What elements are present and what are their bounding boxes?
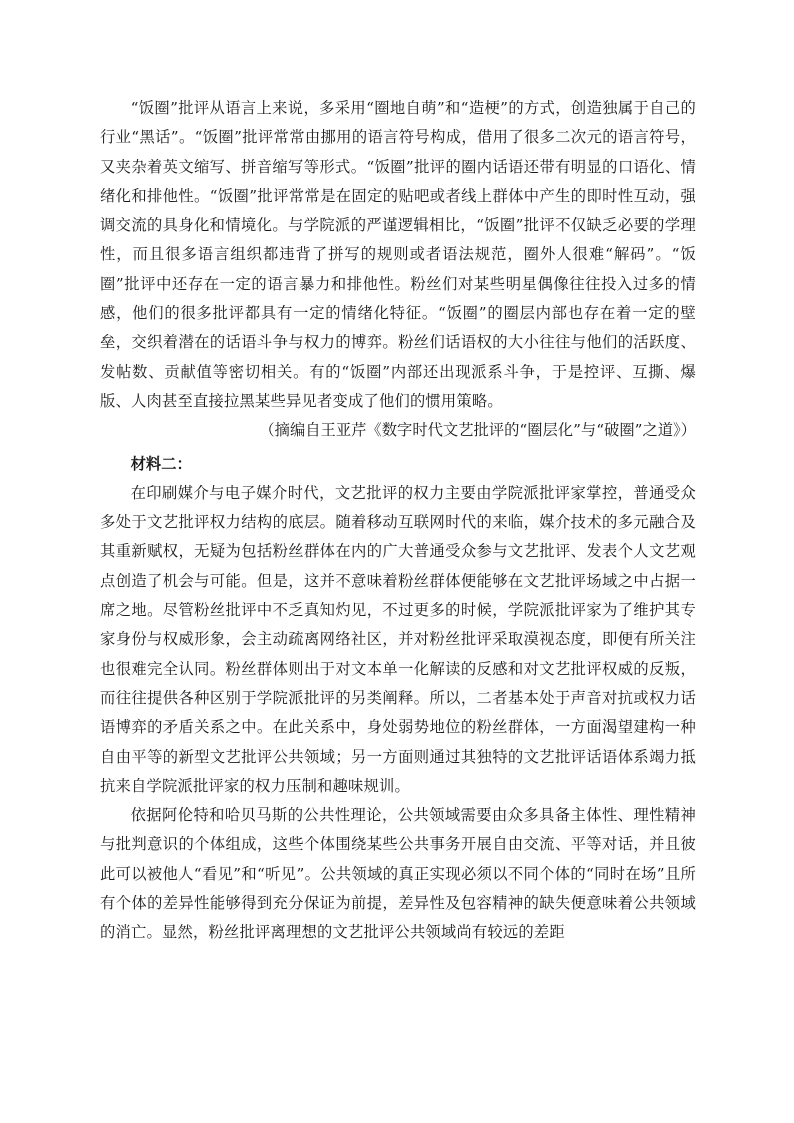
source-citation: （摘编自王亚芹《数字时代文艺批评的“圈层化”与“破圈”之道》）: [259, 421, 696, 440]
document-body: [100, 94, 696, 948]
paragraph-criticism-power: 在印刷媒介与电子媒介时代，文艺批评的权力主要由学院派批评家掌控，普通受众多处于文艺批评权力结构的底层。随着移动互联网时代的来临，媒介技术的多元融合及其重新赋权，无疑为包括粉丝群体在内的广大普通受众参与文艺批评、发表个人文艺观点创造了机会与可能。但是，这并不意味着粉丝群体便能够在文艺批评场域之中占据一席之地。尽管粉丝批评中不乏真知灼见，不过更多的时候，学院派批评家为了维护其专家身份与权威形象，会主动疏离网络社区，并对粉丝批评采取漠视态度，即便有所关注也很难完全认同。粉丝群体则出于对文本单一化解读的反感和对文艺批评权威的反叛，而往往提供各种区别于学院派批评的另类阐释。所以，二者基本处于声音对抗或权力话语博弈的矛盾关系之中。在此关系中，身处弱势地位的粉丝群体，一方面渴望建构一种自由平等的新型文艺批评公共领域；另一方面则通过其独特的文艺批评话语体系竭力抵抗来自学院派批评家的权力压制和趣味规训。: [100, 483, 696, 795]
material-two-heading: 材料二：: [130, 454, 192, 473]
paragraph-public-sphere: 依据阿伦特和哈贝马斯的公共性理论，公共领域需要由众多具备主体性、理性精神与批判意识的个体组成，这些个体围绕某些公共事务开展自由交流、平等对话，并且彼此可以被他人“看见”和“听见”。公共领域的真正实现必须以不同个体的“同时在场”且所有个体的差异性能够得到充分保证为前提，差异性及包容精神的缺失便意味着公共领域的消亡。显然，粉丝批评离理想的文艺批评公共领域尚有较远的差距: [100, 806, 696, 942]
paragraph-fan-circle-language: “饭圈”批评从语言上来说，多采用“圈地自萌”和“造梗”的方式，创造独属于自己的行业“黑话”。“饭圈”批评常常由挪用的语言符号构成，借用了很多二次元的语言符号，又夹杂着英文缩写、拼音缩写等形式。“饭圈”批评的圈内话语还带有明显的口语化、情绪化和排他性。“饭圈”批评常常是在固定的贴吧或者线上群体中产生的即时性互动，强调交流的具身化和情境化。与学院派的严谨逻辑相比，“饭圈”批评不仅缺乏必要的学理性，而且很多语言组织都违背了拼写的规则或者语法规范，圈外人很难“解码”。“饭圈”批评中还存在一定的语言暴力和排他性。粉丝们对某些明星偶像往往投入过多的情感，他们的很多批评都具有一定的情绪化特征。“饭圈”的圈层内部也存在着一定的壁垒，交织着潜在的话语斗争与权力的博弈。粉丝们话语权的大小往往与他们的活跃度、发帖数、贡献值等密切相关。有的“饭圈”内部还出现派系斗争，于是控评、互撕、爆版、人肉甚至直接拉黑某些异见者变成了他们的惯用策略。: [100, 99, 696, 410]
